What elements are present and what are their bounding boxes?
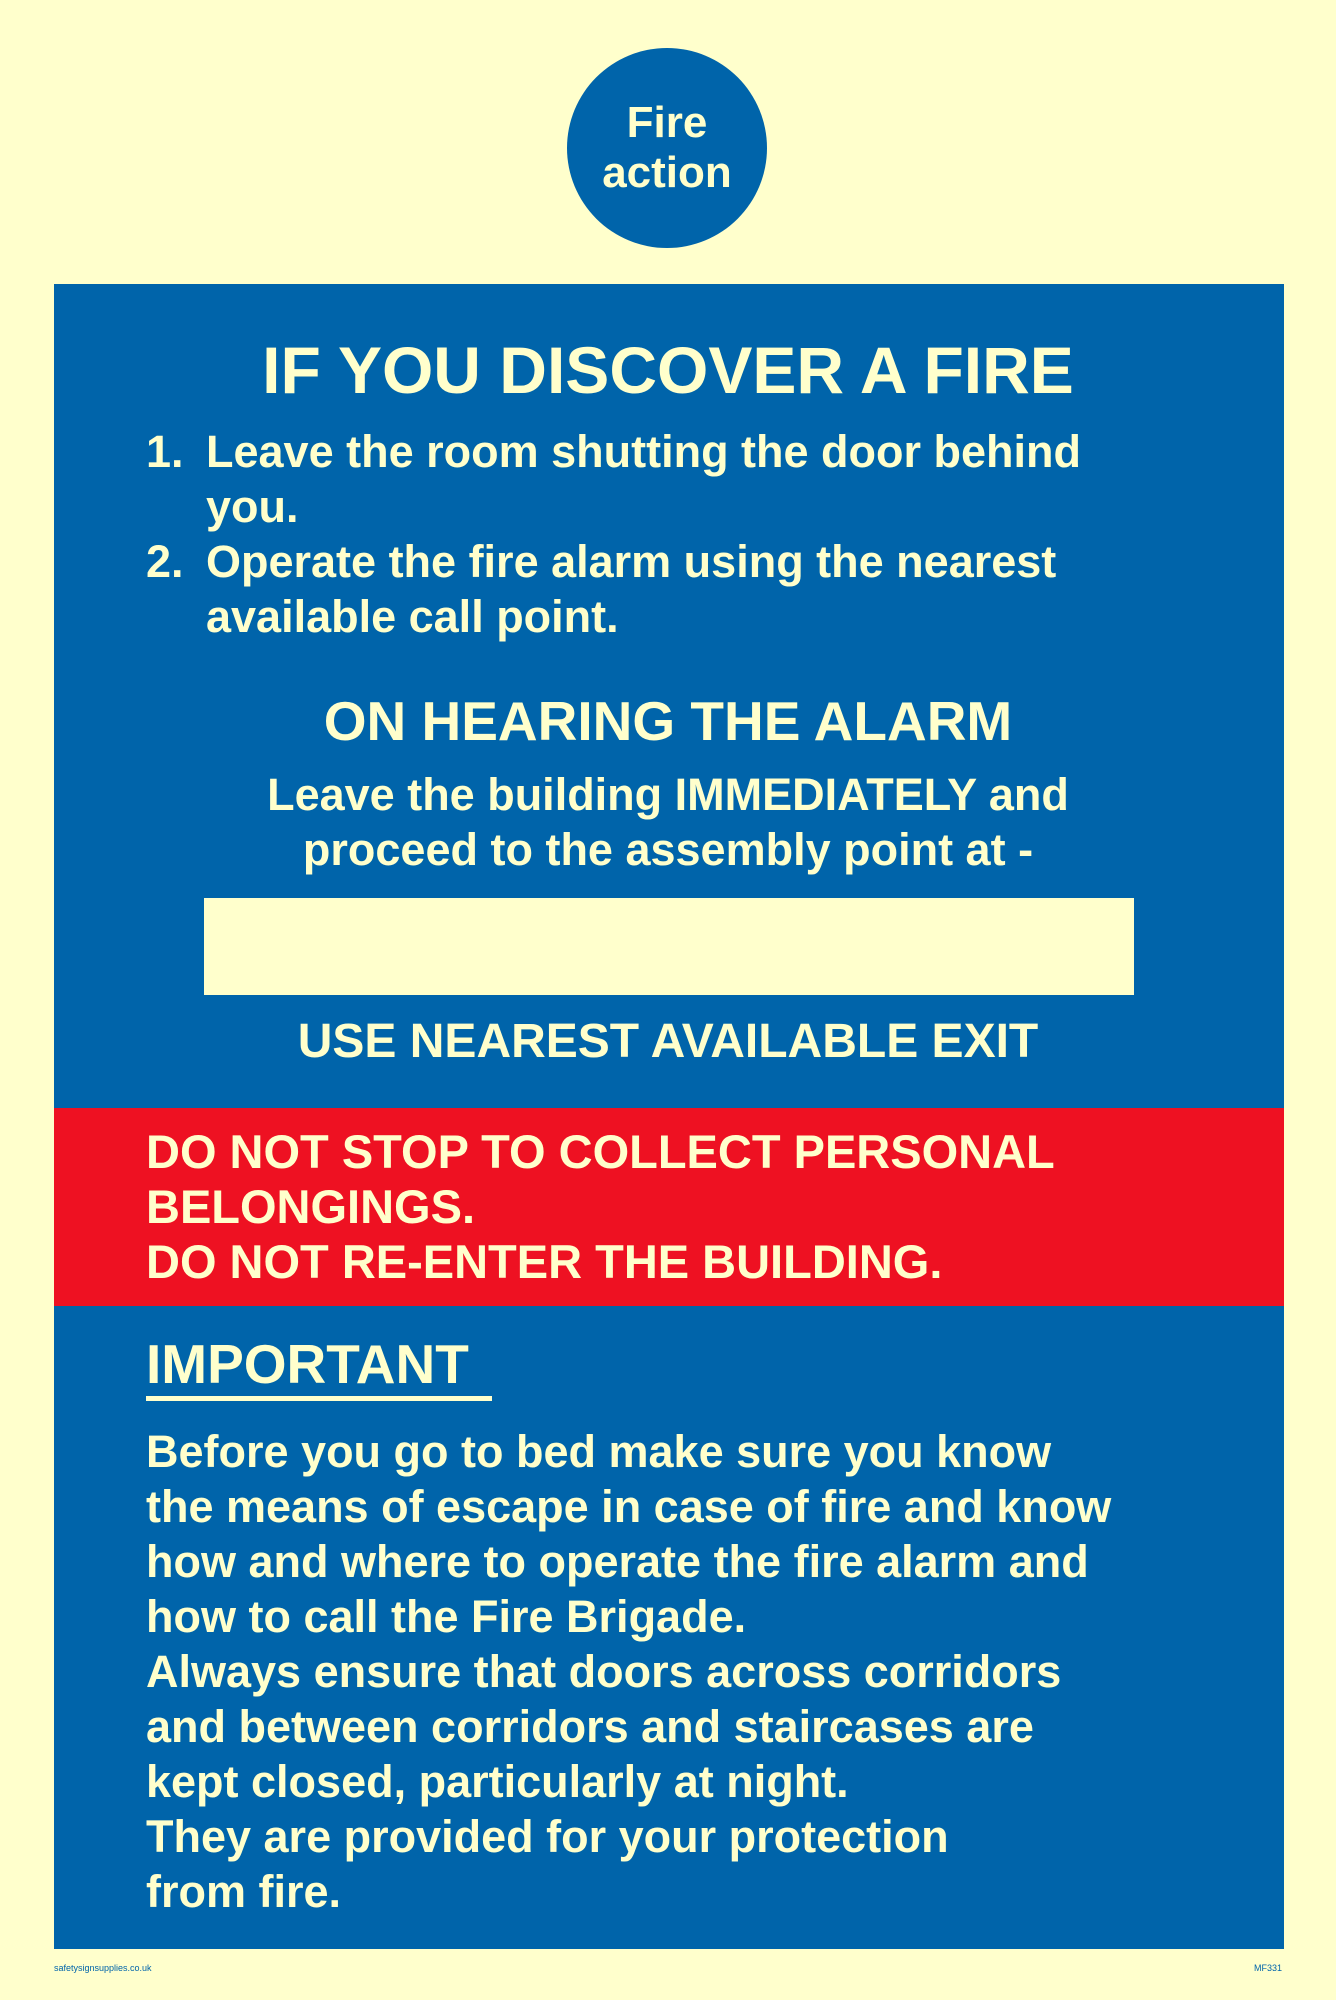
warning-line-2: BELONGINGS. [146,1180,476,1233]
step-2 [146,534,1056,589]
step-1-line-2: you. [206,481,299,532]
step-2-number: 2. [146,536,184,587]
important-line-3: how and where to operate the fire alarm and [146,1536,1089,1587]
step-1-line-1: Leave the room shutting the door behind [206,426,1082,477]
alarm-line-1: Leave the building IMMEDIATELY and [267,769,1069,820]
step-2-line-2: available call point. [206,591,619,642]
badge-line-2: action [602,148,732,197]
warning-line-1: DO NOT STOP TO COLLECT PERSONAL [146,1125,1055,1178]
footer-code: MF331 [1254,1963,1283,1973]
important-underline [146,1396,492,1401]
badge-line-1: Fire [626,98,708,147]
important-line-5: Always ensure that doors across corridors [146,1646,1062,1697]
important-line-9: from fire. [146,1866,342,1917]
footer-website: safetysignsupplies.co.uk [54,1963,152,1973]
important-line-7: kept closed, particularly at night. [146,1756,849,1807]
important-line-2: the means of escape in case of fire and know [146,1481,1112,1532]
exit-text: USE NEAREST AVAILABLE EXIT [297,1015,1039,1068]
alarm-line-2: proceed to the assembly point at - [302,824,1034,875]
fire-action-badge [567,48,767,248]
step-1-number: 1. [146,426,184,477]
discover-heading: IF YOU DISCOVER A FIRE [262,333,1074,407]
warning-line-3: DO NOT RE-ENTER THE BUILDING. [146,1235,943,1288]
important-line-8: They are provided for your protection [146,1811,949,1862]
step-2-line-1: Operate the fire alarm using the nearest [206,536,1057,587]
important-line-6: and between corridors and staircases are [146,1701,1034,1752]
important-line-1: Before you go to bed make sure you know [146,1426,1052,1477]
assembly-point-box [204,898,1134,995]
important-heading: IMPORTANT [146,1333,469,1395]
step-1 [146,424,1081,479]
important-line-4: how to call the Fire Brigade. [146,1591,747,1642]
alarm-heading: ON HEARING THE ALARM [323,690,1013,752]
